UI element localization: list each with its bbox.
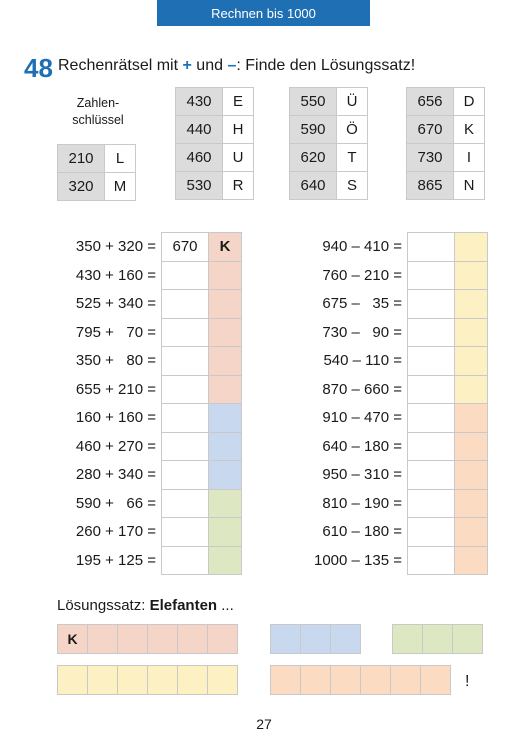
solution-letter-box[interactable] [421,666,451,695]
key-letter: U [223,144,254,172]
key-row [290,88,368,116]
solution-letter-box[interactable] [271,625,301,654]
equation-row [286,261,488,290]
equation-row [40,290,242,319]
answer-field[interactable] [162,318,209,347]
solution-word-1 [57,624,238,654]
letter-field[interactable] [209,261,242,290]
number-key-table-3 [289,87,368,200]
key-number: 440 [176,116,223,144]
solution-letter-box[interactable] [208,625,238,654]
equation-expression: 950 – 310 = [322,466,402,484]
key-letter: T [337,144,368,172]
solution-letter-box[interactable]: K [58,625,88,654]
chapter-header [157,0,370,26]
task-title-part3: : Finde den Lösungssatz! [236,57,416,74]
answer-field[interactable] [408,233,455,262]
solution-row [58,666,238,695]
letter-field[interactable] [455,290,488,319]
addition-equations [40,232,242,575]
letter-field[interactable] [209,318,242,347]
solution-letter-box[interactable] [208,666,238,695]
answer-field[interactable] [408,489,455,518]
solution-row [393,625,483,654]
letter-field[interactable] [455,404,488,433]
solution-word-4 [57,665,238,695]
equation-row [40,518,242,547]
answer-field[interactable] [408,290,455,319]
key-row [290,116,368,144]
solution-letter-box[interactable] [178,666,208,695]
solution-row [271,625,361,654]
key-letter: H [223,116,254,144]
letter-field[interactable] [455,318,488,347]
key-label-line1: Zahlen- [76,96,120,110]
key-letter: R [223,172,254,200]
letter-field[interactable] [209,518,242,547]
solution-letter-box[interactable] [391,666,421,695]
letter-field[interactable] [455,489,488,518]
equation-expression: 810 – 190 = [322,494,402,512]
key-label-line2: schlüssel [72,113,124,127]
equation-expression: 525 + 340 = [75,295,156,313]
equation-expression: 640 – 180 = [322,437,402,455]
equation-row [286,489,488,518]
letter-field[interactable]: K [209,233,242,262]
key-letter: K [454,116,485,144]
solution-letter-box[interactable] [118,666,148,695]
key-number: 620 [290,144,337,172]
key-row [176,172,254,200]
task-number: 48 [24,53,53,83]
letter-field[interactable] [455,375,488,404]
key-letter: Ö [337,116,368,144]
equation-row [40,461,242,490]
equation-row [40,347,242,376]
key-letter: I [454,144,485,172]
key-number: 550 [290,88,337,116]
solution-letter-box[interactable] [423,625,453,654]
solution-word-5 [270,665,451,695]
solution-letter-box[interactable] [301,625,331,654]
key-row [58,145,136,173]
key-number: 865 [407,172,454,200]
equation-expression: 940 – 410 = [322,238,402,256]
key-number: 320 [58,173,105,201]
letter-field[interactable] [209,290,242,319]
answer-field[interactable]: 670 [162,233,209,262]
key-letter: S [337,172,368,200]
key-letter: D [454,88,485,116]
chapter-title: Rechnen bis 1000 [211,5,316,21]
solution-letter-box[interactable] [331,625,361,654]
solution-letter-box[interactable] [88,666,118,695]
equation-row [286,432,488,461]
solution-letter-box[interactable] [271,666,301,695]
equation-row [40,233,242,262]
answer-field[interactable] [408,318,455,347]
solution-letter-box[interactable] [148,625,178,654]
key-row [176,144,254,172]
equation-expression: 760 – 210 = [322,266,402,284]
equation-expression: 1000 – 135 = [313,551,402,569]
equation-row [40,489,242,518]
key-number: 590 [290,116,337,144]
solution-label [57,597,234,614]
equation-row [286,318,488,347]
letter-field[interactable] [455,461,488,490]
equation-expression: 655 + 210 = [75,380,156,398]
task-title-part2: und [196,57,223,74]
equation-expression: 460 + 270 = [75,437,156,455]
equation-row [286,347,488,376]
minus-symbol: – [227,57,237,74]
solution-letter-box[interactable] [148,666,178,695]
exclamation-mark: ! [465,673,470,690]
solution-row [58,625,238,654]
number-key-table-1 [57,144,136,201]
key-letter: L [105,145,136,173]
key-label [58,95,138,129]
equation-row [286,404,488,433]
letter-field[interactable] [455,518,488,547]
key-row [407,116,485,144]
key-number: 430 [176,88,223,116]
equation-expression: 195 + 125 = [75,551,156,569]
letter-field[interactable] [209,461,242,490]
page-number: 27 [256,716,272,732]
solution-word-2 [270,624,361,654]
equation-row [286,233,488,262]
equation-expression: 870 – 660 = [322,380,402,398]
equation-expression: 730 – 90 = [322,323,402,341]
equation-row [40,261,242,290]
equation-row [286,518,488,547]
solution-letter-box[interactable] [178,625,208,654]
solution-letter-box[interactable] [393,625,423,654]
answer-field[interactable] [162,404,209,433]
task-title [58,57,415,75]
letter-field[interactable] [209,432,242,461]
answer-field[interactable] [408,546,455,575]
answer-field[interactable] [162,518,209,547]
answer-field[interactable] [408,461,455,490]
answer-field[interactable] [408,404,455,433]
key-number: 460 [176,144,223,172]
equation-expression: 280 + 340 = [75,466,156,484]
solution-letter-box[interactable] [331,666,361,695]
key-letter: E [223,88,254,116]
equation-expression: 590 + 66 = [75,494,156,512]
equation-row [40,404,242,433]
number-key-table-4 [406,87,485,200]
answer-field[interactable] [162,347,209,376]
letter-field[interactable] [455,546,488,575]
key-number: 530 [176,172,223,200]
equation-expression: 540 – 110 = [323,352,402,370]
solution-ellipsis: ... [221,597,234,614]
key-number: 730 [407,144,454,172]
answer-field[interactable] [408,375,455,404]
equation-row [286,546,488,575]
answer-field[interactable] [408,261,455,290]
letter-field[interactable] [209,404,242,433]
equation-expression: 160 + 160 = [75,409,156,427]
answer-field[interactable] [162,432,209,461]
answer-field[interactable] [162,461,209,490]
letter-field[interactable] [455,432,488,461]
letter-field[interactable] [455,261,488,290]
equation-expression: 795 + 70 = [75,323,156,341]
answer-field[interactable] [162,290,209,319]
key-number: 640 [290,172,337,200]
key-letter: N [454,172,485,200]
solution-label-text: Lösungssatz: [57,597,146,614]
key-row [290,144,368,172]
answer-field[interactable] [162,375,209,404]
letter-field[interactable] [209,546,242,575]
equation-row [40,546,242,575]
letter-field[interactable] [209,489,242,518]
answer-field[interactable] [408,347,455,376]
key-letter: M [105,173,136,201]
solution-letter-box[interactable] [361,666,391,695]
letter-field[interactable] [455,347,488,376]
equation-row [40,375,242,404]
equation-expression: 260 + 170 = [75,523,156,541]
subtraction-equations [286,232,488,575]
equation-row [40,432,242,461]
equation-row [286,461,488,490]
equation-expression: 910 – 470 = [322,409,402,427]
key-number: 670 [407,116,454,144]
equation-expression: 610 – 180 = [322,523,402,541]
solution-letter-box[interactable] [58,666,88,695]
equation-row [286,290,488,319]
answer-field[interactable] [408,432,455,461]
key-row [290,172,368,200]
solution-row [271,666,451,695]
key-row [176,88,254,116]
equation-row [40,318,242,347]
equation-expression: 430 + 160 = [75,266,156,284]
solution-letter-box[interactable] [118,625,148,654]
letter-field[interactable] [455,233,488,262]
equation-expression: 350 + 80 = [75,352,156,370]
solution-letter-box[interactable] [453,625,483,654]
key-row [176,116,254,144]
key-row [58,173,136,201]
task-title-part1: Rechenrätsel mit [58,57,179,74]
answer-field[interactable] [162,261,209,290]
equation-row [286,375,488,404]
key-row [407,88,485,116]
letter-field[interactable] [209,347,242,376]
solution-example-word: Elefanten [149,597,218,614]
solution-letter-box[interactable] [88,625,118,654]
equation-expression: 350 + 320 = [75,238,156,256]
key-number: 210 [58,145,105,173]
answer-field[interactable] [162,489,209,518]
solution-letter-box[interactable] [301,666,331,695]
solution-word-3 [392,624,483,654]
key-number: 656 [407,88,454,116]
equation-expression: 675 – 35 = [322,295,402,313]
key-row [407,172,485,200]
letter-field[interactable] [209,375,242,404]
answer-field[interactable] [408,518,455,547]
answer-field[interactable] [162,546,209,575]
number-key-table-2 [175,87,254,200]
plus-symbol: + [182,57,192,74]
key-row [407,144,485,172]
key-letter: Ü [337,88,368,116]
